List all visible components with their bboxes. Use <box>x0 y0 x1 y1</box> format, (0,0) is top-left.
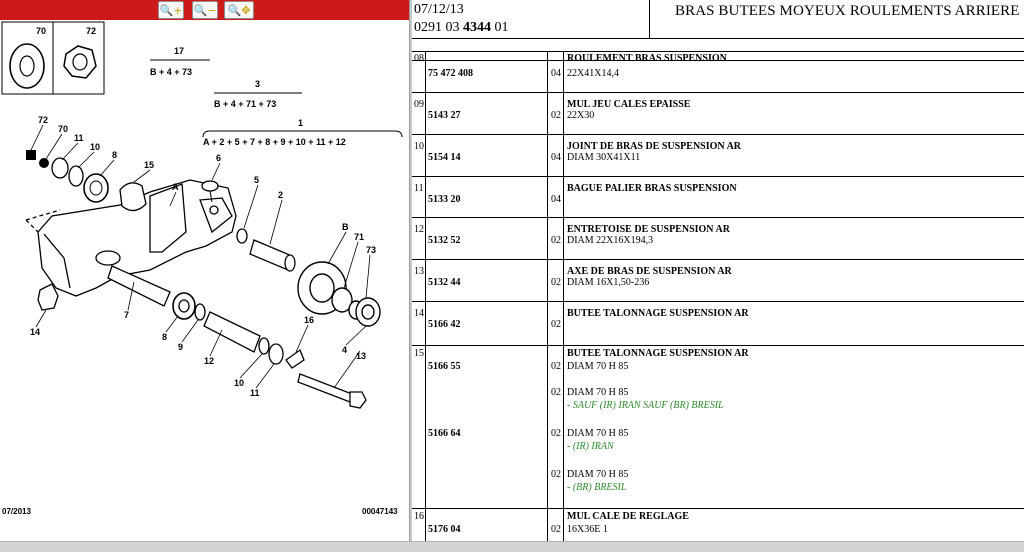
part-ref: 5133 20 <box>428 194 461 205</box>
callout-71: 71 <box>354 232 365 242</box>
callout-a: A <box>172 182 179 192</box>
inset-label-70: 70 <box>36 26 47 36</box>
part-ref: 5166 55 <box>428 361 461 372</box>
callout-73: 73 <box>366 245 377 255</box>
callout-5: 5 <box>254 175 260 185</box>
zoom-in-icon: 🔍+ <box>159 3 183 17</box>
callout-70: 70 <box>58 124 69 134</box>
shim-9-part <box>195 304 205 320</box>
shim-16-part <box>286 350 304 368</box>
nut-72-part <box>26 150 36 160</box>
diagram-toolbar <box>0 0 411 20</box>
table-row[interactable]: 09 5143 27 02 MUL JEU CALES EPAISSE 22X30 <box>412 92 1024 134</box>
catalog-date: 07/12/13 <box>414 2 464 17</box>
seal-10-part <box>69 166 83 186</box>
page-title-box <box>649 0 1024 38</box>
zoom-pan-button[interactable] <box>224 1 254 19</box>
kit-1-formula: A + 2 + 5 + 7 + 8 + 9 + 10 + 11 + 12 <box>203 137 346 147</box>
part-ref: 5132 44 <box>428 277 461 288</box>
part-ref: 5132 52 <box>428 235 461 246</box>
table-row[interactable]: 11 5133 20 04 BAGUE PALIER BRAS SUSPENSION <box>412 176 1024 217</box>
diagram-pane <box>0 0 411 552</box>
cap-6-part <box>202 181 218 191</box>
axle-13-part <box>298 374 352 402</box>
kit-17-formula: B + 4 + 73 <box>150 67 193 77</box>
applicability-note: - (BR) BRESIL <box>567 482 627 493</box>
bump-stop-14-part <box>38 284 58 310</box>
table-row[interactable]: 13 5132 44 02 AXE DE BRAS DE SUSPENSION AR DIAM 16X1,50-236 <box>412 259 1024 301</box>
callout-9: 9 <box>178 342 184 352</box>
callout-11: 11 <box>74 133 84 143</box>
inset-label-72: 72 <box>86 26 97 36</box>
part-ref: 5176 04 <box>428 524 461 535</box>
callout-13: 13 <box>356 351 367 361</box>
catalog-reference: 0291 03 4344 01 <box>414 20 509 35</box>
callout-14: 14 <box>30 327 41 337</box>
zoom-in-button[interactable] <box>158 1 184 19</box>
callout-6: 6 <box>216 153 222 163</box>
exploded-parts-diagram <box>0 20 411 525</box>
zoom-out-icon: 🔍− <box>193 3 217 17</box>
kit-3-formula: B + 4 + 71 + 73 <box>214 99 277 109</box>
callout-15: 15 <box>144 160 155 170</box>
table-row[interactable]: 08 75 472 408 04 ROULEMENT BRAS SUSPENSION 22X41X14,4 <box>412 51 1024 92</box>
callout-12: 12 <box>204 356 215 366</box>
part-ref: 5166 42 <box>428 319 461 330</box>
applicability-note: - (IR) IRAN <box>567 441 614 452</box>
bearing-8-part <box>84 174 108 202</box>
callout-10b: 10 <box>234 378 245 388</box>
callout-b: B <box>342 222 349 232</box>
callout-11b: 11 <box>250 388 260 398</box>
washer-70-part <box>39 158 49 168</box>
callout-2: 2 <box>278 190 284 200</box>
zoom-out-button[interactable] <box>192 1 218 19</box>
part-ref: 5154 14 <box>428 152 461 163</box>
callout-8b: 8 <box>162 332 168 342</box>
callout-7: 7 <box>124 310 130 320</box>
kit-1-number: 1 <box>298 118 304 128</box>
part-ref: 75 472 408 <box>428 68 473 79</box>
table-row[interactable]: 16 5176 04 02 MUL CALE DE REGLAGE 16X36E 1 <box>412 508 1024 548</box>
bush-11-part <box>52 158 68 178</box>
bush-11b-part <box>269 344 283 364</box>
parts-table <box>412 53 1024 541</box>
bump-stop-15-part <box>120 183 146 211</box>
seal-10b-part <box>259 338 269 354</box>
callout-16: 16 <box>304 315 315 325</box>
zoom-pan-icon: 🔍✥ <box>227 3 251 17</box>
table-row[interactable]: 14 5166 42 02 BUTEE TALONNAGE SUSPENSION AR <box>412 301 1024 345</box>
part-ref: 5166 64 <box>428 428 461 439</box>
callout-8: 8 <box>112 150 118 160</box>
horizontal-scrollbar[interactable] <box>0 541 1024 552</box>
callout-72: 72 <box>38 115 49 125</box>
diagram-reference: 00047143 <box>362 507 398 516</box>
table-row[interactable]: 15 5166 55 5166 64 BUTEE TALONNAGE SUSPENSION AR 02 DIAM 70 H 85 02 DIAM 70 H 85 - SAUF (IR) IRAN SAUF (BR) BRESIL 02 DIAM 70 H 85 - (IR) IRAN 02 DIAM 70 H 85 - (BR) BRESIL <box>412 345 1024 508</box>
diagram-date: 07/2013 <box>2 507 31 516</box>
seal-5-part <box>237 229 247 243</box>
table-row[interactable]: 12 5132 52 02 ENTRETOISE DE SUSPENSION AR DIAM 22X16X194,3 <box>412 217 1024 259</box>
kit-17-number: 17 <box>174 46 185 56</box>
spacer-12-part <box>204 312 260 352</box>
page-title: BRAS BUTEES MOYEUX ROULEMENTS ARRIERE <box>675 3 1020 19</box>
part-ref: 5143 27 <box>428 110 461 121</box>
callout-10: 10 <box>90 142 101 152</box>
kit-3-number: 3 <box>255 79 261 89</box>
callout-4: 4 <box>342 345 348 355</box>
applicability-note: - SAUF (IR) IRAN SAUF (BR) BRESIL <box>567 400 724 411</box>
table-row[interactable]: 10 5154 14 04 JOINT DE BRAS DE SUSPENSION AR DIAM 30X41X11 <box>412 134 1024 176</box>
parts-pane <box>412 0 1024 552</box>
